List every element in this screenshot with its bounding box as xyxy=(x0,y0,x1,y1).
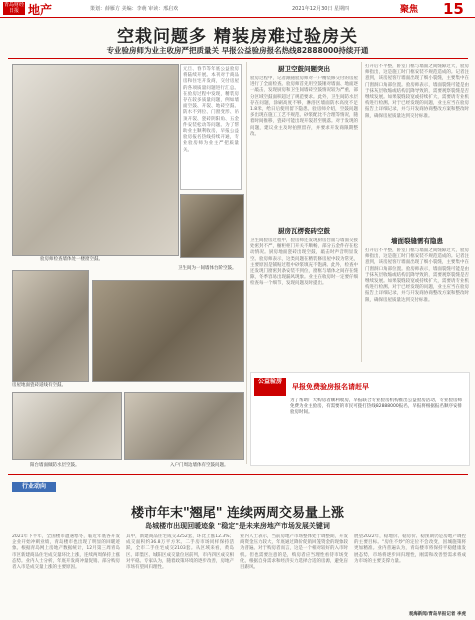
section-name: 地产 xyxy=(28,3,53,17)
intro-text: 元旦、春节等年底公益验房将陆续开展。本刊对于商品房和住宅开发商，交付房屋的各项质量问题进行汇总。在验房过程中发现，精装房存在较多质量问题，例如墙面空鼓、开裂、地砖空鼓、防水不到位、门窗变形、吊顶开裂、瓷砖阴阳角、五金件安装松动等问题。为了帮助业主顺利收房，早报公益验房报名热线持续开通，专业验房师为业主严把质量关。 xyxy=(180,64,242,190)
article-text: 其中，新建商品住宅成交3252套，环比上涨12.3%；成交面积约36.8万平方米。二手房市场同样保持活跃，全市二手住宅成交2103套。从区域来看，黄岛区、即墨区、城阳区成交量位居前列，市内四区成交相对平稳。专家认为，随着政策环境的逐步改善，房地产市场有望回归理性。 xyxy=(126,534,234,571)
page-tag: 聚焦 xyxy=(400,5,419,15)
second-subheadline: 岛城楼市出现回暖迹象 "稳定"是未来房地产市场发展关键词 xyxy=(145,522,330,530)
promo-logo: 公益验房 xyxy=(254,378,286,396)
section-tag: 行业动向 xyxy=(12,482,56,492)
photo-caption: 入户门周边墙体有空鼓问题。 xyxy=(170,463,229,468)
column-divider xyxy=(361,62,362,362)
editors-line: 策划：薛雁方 美编：李萌 审读：邢启欢 xyxy=(90,6,179,12)
newspaper-logo: 青岛财经日报 xyxy=(3,2,24,14)
column-heading: 墙面裂缝需有隐患 xyxy=(391,237,443,245)
article-text: 打开后不平整，卧室门框与墙面之间缝隙过大，验房师指出，这是施工时门框安装不规范造成的。记者注意到，该房屋客厅墙面出现了细小裂缝，主要集中在门窗洞口角部位置。验房师表示，墙面裂缝可能是由于抹灰层收缩或结构沉降导致的，需要观察裂缝是否继续发展。如果裂缝较宽或持续扩大，需要请专业机构进行检测。对于已经发现的问题，业主应当在验房报告上详细记录，并与开发商协商整改方案和整改时限，确保房屋质量达到交付标准。 xyxy=(365,248,469,303)
article-text: 打开后不平整，卧室门框与墙面之间缝隙过大，验房师指出，这是施工时门框安装不规范造成的。记者注意到，该房屋客厅墙面出现了细小裂缝，主要集中在门窗洞口角部位置。验房师表示，墙面裂缝可能是由于抹灰层收缩或结构沉降导致的，需要观察裂缝是否继续发展。如果裂缝较宽或持续扩大，需要请专业机构进行检测。对于已经发现的问题，业主应当在验房报告上详细记录，并与开发商协商整改方案和整改时限，确保房屋质量达到交付标准。 xyxy=(365,64,469,119)
article-credit: 观海新闻/青岛早报记者 李虎 xyxy=(408,612,466,617)
photo-caption: 阳台墙面做防水层空鼓。 xyxy=(30,463,80,468)
lead-headline: 空栽问题多 精装房难过验房关 xyxy=(117,27,358,47)
promo-title: 早报免费验房报名请赶早 xyxy=(292,383,369,391)
issue-date: 2021年12月30日 星期四 xyxy=(292,6,350,12)
article-text: 2021年下半年，全国楼市遭遇寒冬，临近年底各开发企业开始冲刺业绩，青岛楼市也出现了明显的回暖迹象。根据青岛网上房地产数据统计，12月第三周青岛市区新建商品住宅成交量环比上涨，连续两周保持上涨态势。业内人士分析，年底开发商冲量促销、部分购房者入市是成交量上涨的主要原因。 xyxy=(12,534,120,571)
photo-doorway xyxy=(124,392,244,460)
page-number: 15 xyxy=(443,0,464,18)
article-text: 展望2022年，稳地价、稳房价、稳预期仍是房地产调控的主要目标。"房住不炒"的定位不会改变，因城施策将更加精准。业内普遍认为，青岛楼市将保持平稳健康发展态势，市场将逐步回归理性，刚需和改善型需求将成为市场的主要支撑力量。 xyxy=(354,534,466,564)
photo-wall-inspection xyxy=(12,64,179,256)
second-headline: 楼市年末"翘尾" 连续两周交易量上涨 xyxy=(130,506,345,521)
column-heading: 厨卫空鼓问题突出 xyxy=(278,65,330,73)
column-heading: 厨房瓦楞瓷砖空鼓 xyxy=(278,227,330,235)
photo-door-frame xyxy=(12,392,122,460)
photo-balcony xyxy=(92,280,244,382)
photo-caption: 房屋地面瓷砖道线有空鼓。 xyxy=(12,383,66,388)
promo-text: 为了帮助广大购房者顺利收房，早报联合专业验房机构推出公益验房活动，专业验房师免费为业主验房，有需要的市民可拨打热线82888000报名，早报将根据报名顺序安排验房时间。 xyxy=(290,398,462,416)
photo-caption: 卫生间为一间墙体台阶空鼓。 xyxy=(178,266,237,271)
photo-floor-tiles xyxy=(12,270,89,382)
photo-caption: 验房师检查墙体处一楼窗空鼓。 xyxy=(40,257,103,262)
article-text: 卫生间验房过程中，验房师还发现厨房台面与墙面交接处密封不严，橱柜柜门开关不顺畅，部分五金件存在松动情况。厨房地面瓷砖出现空鼓，敲击时声音明显发空。验房师表示，这类问题在精装修房屋中较为常见，主要原因是铺贴过程中砂浆填充不饱满。此外，检查中还发现门窗密封条安装不到位，窗框与墙体之间存在缝隙，冬季容易出现漏风现象。业主在收房时一定要仔细检查每一个细节，发现问题及时提出。 xyxy=(250,238,358,287)
column-divider xyxy=(246,62,247,464)
divider xyxy=(8,474,468,475)
lead-subheadline: 专业验房师为业主收房严把质量关 早报公益验房报名热线82888000持续开通 xyxy=(106,46,369,55)
divider xyxy=(8,58,468,59)
photo-bathroom xyxy=(180,194,244,258)
article-text: 业内人士表示，当前房地产市场整体处于调整期，开发商资金压力较大，年底通过降价促销回笼资金的现象较为普遍。对于购房者而言，这是一个相对较好的入市时机。但也需要注意的是，购房者应当理性看待市场变化，根据自身需求和经济实力选择合适的房源，避免盲目跟风。 xyxy=(240,534,348,571)
article-text: 验房过程中，记者跟随验房师对一户精装修交付的房屋进行了全面检查。验房师首先用空鼓锤对墙面、地面逐一敲击，发现厨房和卫生间墙砖空鼓情况较为严重，部分区域空鼓面积超过了规范要求。此外，卫生间防水层存在问题，涂刷高度不够，淋浴区墙面防水高度不足1.8米，给日后使用留下隐患。验房师介绍，空鼓问题多出现在施工工艺不规范、砂浆配比不合理等情况，随着时间推移，瓷砖可能出现开裂甚至脱落。对于发现的问题，建议业主及时拍照留存，并要求开发商限期整改。 xyxy=(250,76,358,137)
